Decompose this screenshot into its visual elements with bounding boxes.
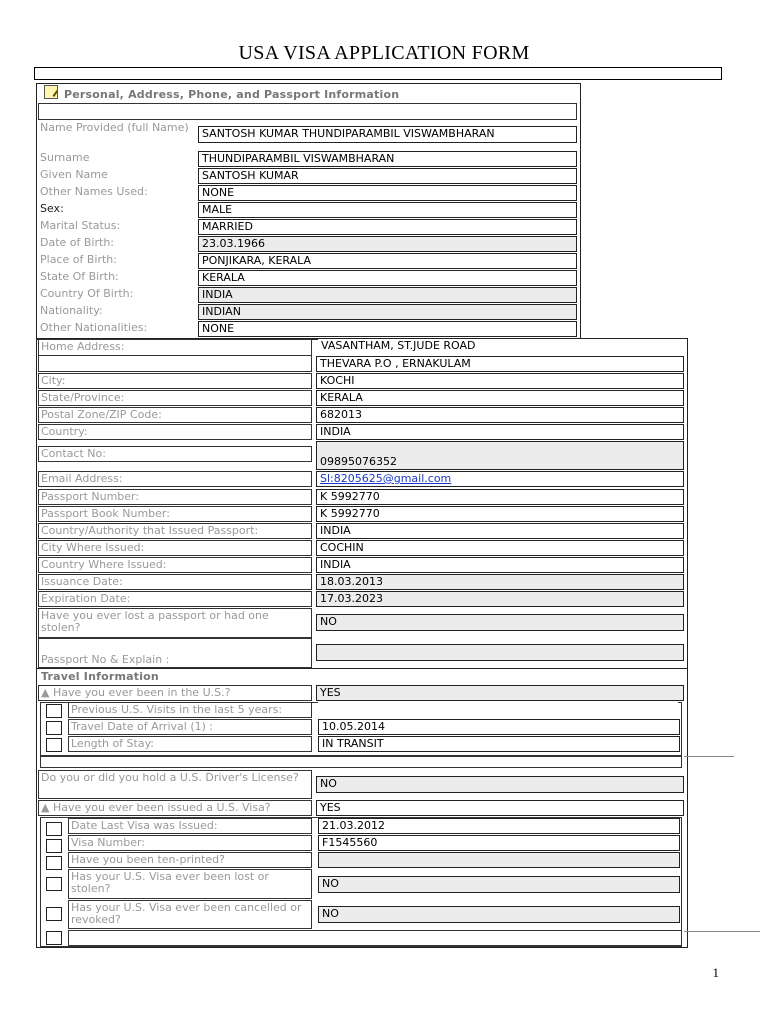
label-visa-issued: ▲ Have you ever been issued a U.S. Visa? <box>38 800 312 816</box>
label-city: City: <box>38 373 312 389</box>
label-passport-lost: Have you ever lost a passport or had one stolen? <box>38 608 312 638</box>
label-arrival-date: Travel Date of Arrival (1) : <box>68 719 312 735</box>
value-full-name[interactable]: SANTOSH KUMAR THUNDIPARAMBIL VISWAMBHARAN <box>198 126 577 143</box>
value-passport-number[interactable]: K 5992770 <box>316 489 684 505</box>
label-expiration-date: Expiration Date: <box>38 591 312 607</box>
value-sex[interactable]: MALE <box>198 202 577 218</box>
label-full-name: Name Provided (full Name) <box>40 121 189 134</box>
label-passport-explain: Passport No & Explain : <box>41 653 170 666</box>
value-ten-printed[interactable] <box>318 852 680 868</box>
personal-section-heading: Personal, Address, Phone, and Passport Information <box>64 88 400 101</box>
value-issuing-authority[interactable]: INDIA <box>316 523 684 539</box>
value-email[interactable] <box>316 471 684 487</box>
value-home-address-line1[interactable]: VASANTHAM, ST.JUDE ROAD <box>318 339 684 355</box>
checkbox-ten-printed[interactable] <box>46 856 62 870</box>
value-passport-explain[interactable] <box>316 644 684 661</box>
label-marital-status: Marital Status: <box>40 219 121 232</box>
value-place-of-birth[interactable]: PONJIKARA, KERALA <box>198 253 577 269</box>
value-zip[interactable]: 682013 <box>316 407 684 423</box>
value-given-name[interactable]: SANTOSH KUMAR <box>198 168 577 184</box>
label-zip: Postal Zone/ZIP Code: <box>38 407 312 423</box>
value-city[interactable]: KOCHI <box>316 373 684 389</box>
checkbox-visa-cancelled[interactable] <box>46 907 62 921</box>
value-country[interactable]: INDIA <box>316 424 684 440</box>
label-state-of-birth: State Of Birth: <box>40 270 119 283</box>
label-passport-number: Passport Number: <box>38 489 312 505</box>
label-sex: Sex: <box>40 202 64 215</box>
value-last-visa-date[interactable]: 21.03.2012 <box>318 818 680 834</box>
label-last-visa-date: Date Last Visa was Issued: <box>68 818 312 834</box>
label-country-of-birth: Country Of Birth: <box>40 287 134 300</box>
checkbox-last-visa[interactable] <box>46 822 62 836</box>
value-arrival-date[interactable]: 10.05.2014 <box>318 719 680 735</box>
travel-section-heading: Travel Information <box>41 670 159 683</box>
value-surname[interactable]: THUNDIPARAMBIL VISWAMBHARAN <box>198 151 577 167</box>
label-nationality: Nationality: <box>40 304 103 317</box>
value-visa-issued[interactable]: YES <box>316 800 684 816</box>
label-dob: Date of Birth: <box>40 236 115 249</box>
value-issuance-date[interactable]: 18.03.2013 <box>316 574 684 590</box>
value-state[interactable]: KERALA <box>316 390 684 406</box>
label-visa-lost: Has your U.S. Visa ever been lost or stolen? <box>68 869 312 899</box>
title-underline-bar <box>34 67 722 80</box>
value-city-issued[interactable]: COCHIN <box>316 540 684 556</box>
label-country: Country: <box>38 424 312 440</box>
checkbox-arrival[interactable] <box>46 721 62 735</box>
value-been-in-us[interactable]: YES <box>316 685 684 701</box>
checkbox-visa-number[interactable] <box>46 839 62 853</box>
value-other-names[interactable]: NONE <box>198 185 577 201</box>
value-country-of-birth[interactable]: INDIA <box>198 287 577 303</box>
right-margin-rule <box>684 756 734 757</box>
label-ten-printed: Have you been ten-printed? <box>68 852 312 868</box>
value-visa-lost[interactable]: NO <box>318 876 680 893</box>
label-us-license: Do you or did you hold a U.S. Driver's License? <box>38 770 312 799</box>
value-nationality[interactable]: INDIAN <box>198 304 577 320</box>
value-us-license[interactable]: NO <box>316 776 684 793</box>
label-surname: Surname <box>40 151 90 164</box>
label-place-of-birth: Place of Birth: <box>40 253 117 266</box>
label-other-names: Other Names Used: <box>40 185 148 198</box>
label-city-issued: City Where Issued: <box>38 540 312 556</box>
value-passport-book[interactable]: K 5992770 <box>316 506 684 522</box>
label-length-of-stay: Length of Stay: <box>68 736 312 752</box>
value-visa-cancelled[interactable]: NO <box>318 906 680 923</box>
label-email: Email Address: <box>38 471 312 487</box>
checkbox-stay[interactable] <box>46 738 62 752</box>
value-expiration-date[interactable]: 17.03.2023 <box>316 591 684 607</box>
label-home-address: Home Address: <box>41 340 125 353</box>
form-title: USA VISA APPLICATION FORM <box>238 42 530 64</box>
right-margin-rule-bottom <box>684 931 760 932</box>
value-other-nationalities[interactable]: NONE <box>198 321 577 337</box>
value-country-issued[interactable]: INDIA <box>316 557 684 573</box>
value-dob[interactable]: 23.03.1966 <box>198 236 577 252</box>
label-issuance-date: Issuance Date: <box>38 574 312 590</box>
checkbox-prev-visits[interactable] <box>46 704 62 718</box>
label-country-issued: Country Where Issued: <box>38 557 312 573</box>
label-other-nationalities: Other Nationalities: <box>40 321 148 334</box>
value-contact[interactable]: 09895076352 <box>316 441 684 470</box>
value-marital-status[interactable]: MARRIED <box>198 219 577 235</box>
edit-icon[interactable] <box>44 85 58 99</box>
extra-empty-row <box>68 930 682 946</box>
label-issuing-authority: Country/Authority that Issued Passport: <box>38 523 312 539</box>
page-number: 1 <box>712 965 719 980</box>
personal-section-spacer <box>38 103 577 120</box>
value-prev-visits[interactable] <box>318 702 678 718</box>
travel-spacer-row <box>40 756 682 768</box>
label-prev-visits: Previous U.S. Visits in the last 5 years: <box>68 702 312 718</box>
label-contact: Contact No: <box>38 446 312 462</box>
value-home-address-line2[interactable]: THEVARA P.O , ERNAKULAM <box>316 356 684 372</box>
value-passport-lost[interactable]: NO <box>316 614 684 631</box>
label-been-in-us: ▲ Have you ever been in the U.S.? <box>38 685 312 701</box>
label-given-name: Given Name <box>40 168 108 181</box>
label-state: State/Province: <box>38 390 312 406</box>
checkbox-extra[interactable] <box>46 931 62 945</box>
label-passport-book: Passport Book Number: <box>38 506 312 522</box>
value-length-of-stay[interactable]: IN TRANSIT <box>318 736 680 752</box>
label-visa-number: Visa Number: <box>68 835 312 851</box>
value-state-of-birth[interactable]: KERALA <box>198 270 577 286</box>
checkbox-visa-lost[interactable] <box>46 877 62 891</box>
label-visa-cancelled: Has your U.S. Visa ever been cancelled or revoked? <box>68 900 312 929</box>
value-visa-number[interactable]: F1545560 <box>318 835 680 851</box>
email-link[interactable]: Sl:8205625@gmail.com <box>320 472 452 485</box>
home-address-divider <box>38 355 312 356</box>
